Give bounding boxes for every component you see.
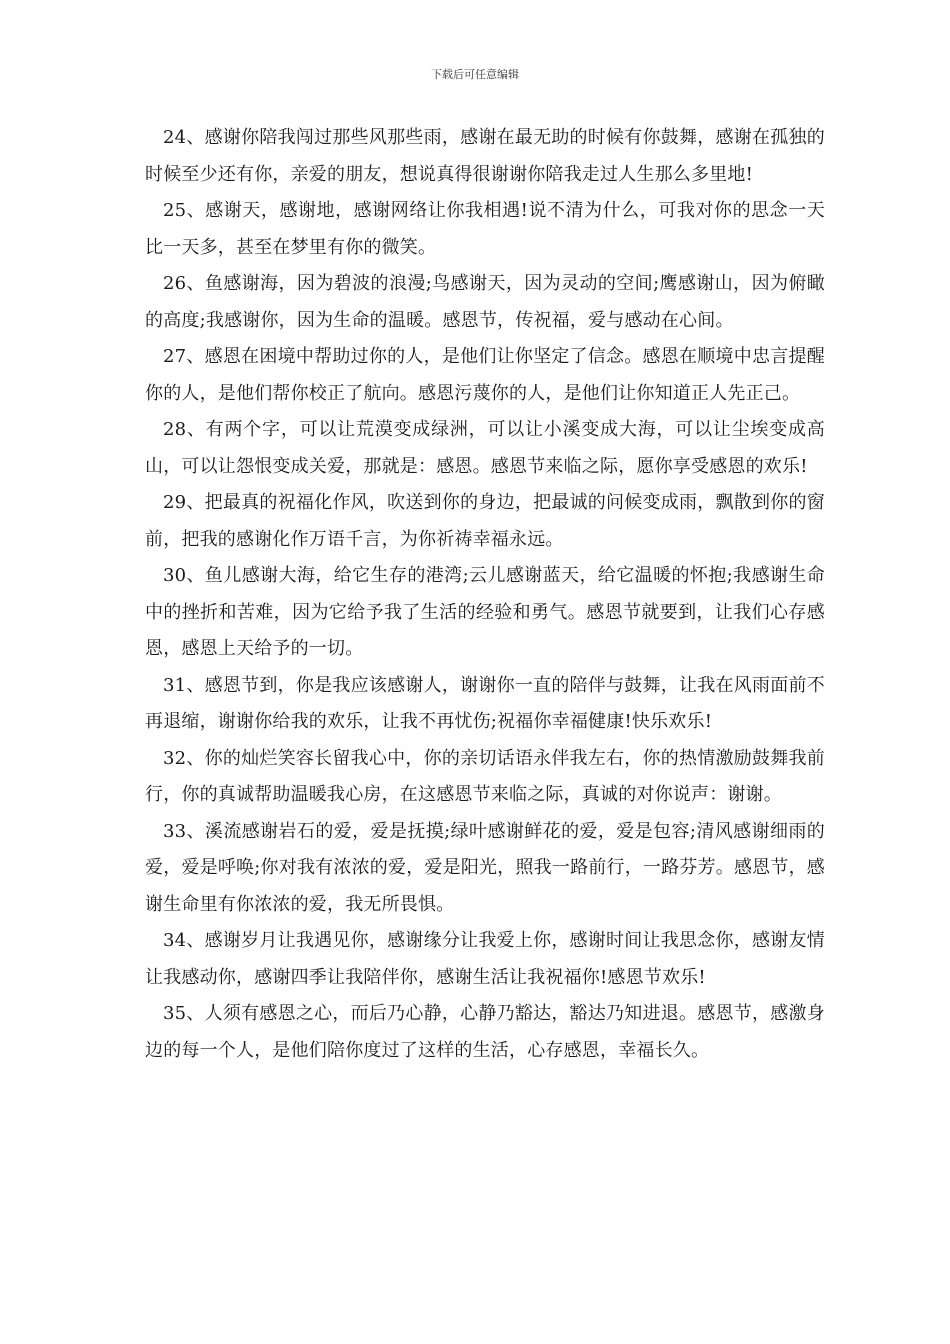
paragraph-30: 30、鱼儿感谢大海，给它生存的港湾;云儿感谢蓝天，给它温暖的怀抱;我感谢生命中的挫折和苦难，因为它给予我了生活的经验和勇气。感恩节就要到，让我们心存感恩，感恩上天给予的一切。 xyxy=(145,565,825,659)
paragraph-29: 29、把最真的祝福化作风，吹送到你的身边，把最诚的问候变成雨，飘散到你的窗前，把我的感谢化作万语千言，为你祈祷幸福永远。 xyxy=(145,492,825,550)
paragraph-34: 34、感谢岁月让我遇见你，感谢缘分让我爱上你，感谢时间让我思念你，感谢友情让我感动你，感谢四季让我陪伴你，感谢生活让我祝福你!感恩节欢乐! xyxy=(145,930,825,988)
paragraph-28: 28、有两个字，可以让荒漠变成绿洲，可以让小溪变成大海，可以让尘埃变成高山，可以让怨恨变成关爱，那就是：感恩。感恩节来临之际，愿你享受感恩的欢乐! xyxy=(145,419,825,477)
paragraph-27: 27、感恩在困境中帮助过你的人，是他们让你坚定了信念。感恩在顺境中忠言提醒你的人，是他们帮你校正了航向。感恩污蔑你的人，是他们让你知道正人先正己。 xyxy=(145,346,825,404)
paragraph-31: 31、感恩节到，你是我应该感谢人，谢谢你一直的陪伴与鼓舞，让我在风雨面前不再退缩，谢谢你给我的欢乐，让我不再忧伤;祝福你幸福健康!快乐欢乐! xyxy=(145,674,825,732)
paragraph-35: 35、人须有感恩之心，而后乃心静，心静乃豁达，豁达乃知进退。感恩节，感激身边的每一个人，是他们陪你度过了这样的生活，心存感恩，幸福长久。 xyxy=(145,1003,825,1061)
paragraph-33: 33、溪流感谢岩石的爱，爱是抚摸;绿叶感谢鲜花的爱，爱是包容;清风感谢细雨的爱，爱是呼唤;你对我有浓浓的爱，爱是阳光，照我一路前行，一路芬芳。感恩节，感谢生命里有你浓浓的爱，我无所畏惧。 xyxy=(145,820,825,915)
paragraph-25: 25、感谢天，感谢地，感谢网络让你我相遇!说不清为什么，可我对你的思念一天比一天多，甚至在梦里有你的微笑。 xyxy=(145,200,825,258)
document-body xyxy=(145,120,825,1069)
paragraph-24: 24、感谢你陪我闯过那些风那些雨，感谢在最无助的时候有你鼓舞，感谢在孤独的时候至少还有你，亲爱的朋友，想说真得很谢谢你陪我走过人生那么多里地! xyxy=(145,127,825,185)
paragraph-32: 32、你的灿烂笑容长留我心中，你的亲切话语永伴我左右，你的热情激励鼓舞我前行，你的真诚帮助温暖我心房，在这感恩节来临之际，真诚的对你说声：谢谢。 xyxy=(145,747,825,805)
paragraph-26: 26、鱼感谢海，因为碧波的浪漫;鸟感谢天，因为灵动的空间;鹰感谢山，因为俯瞰的高度;我感谢你，因为生命的温暖。感恩节，传祝福，爱与感动在心间。 xyxy=(145,273,825,331)
page-header: 下载后可任意编辑 xyxy=(431,68,519,81)
